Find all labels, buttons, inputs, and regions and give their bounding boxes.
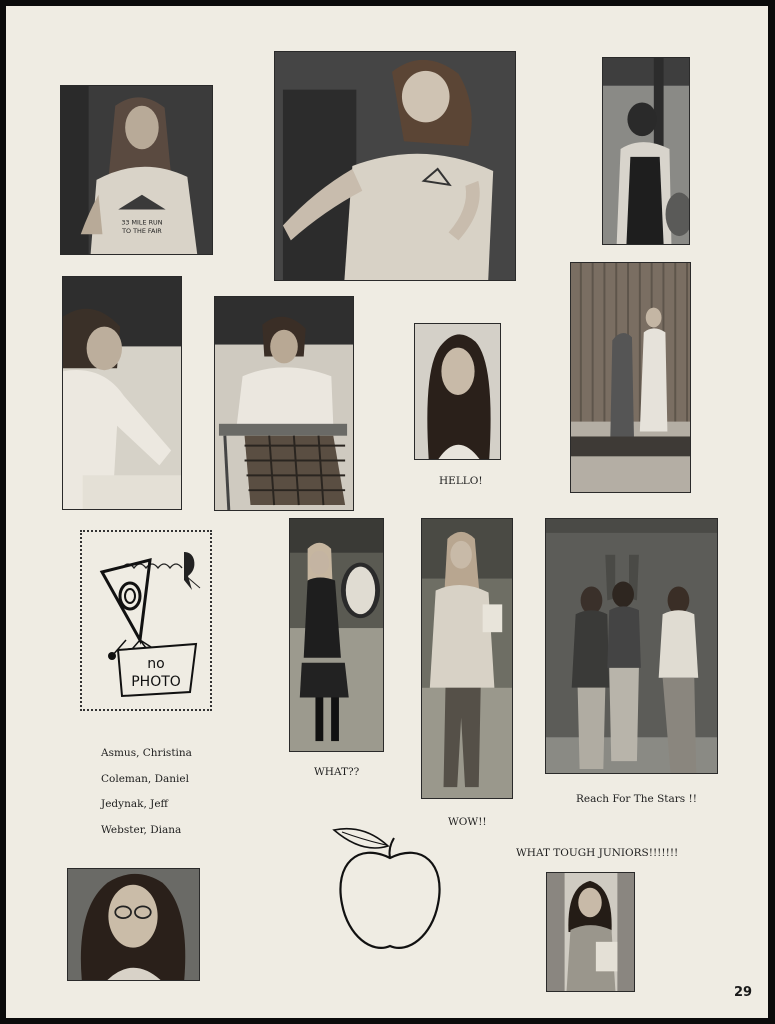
photo-dancing-girl (274, 51, 516, 281)
yearbook-page (6, 6, 768, 1018)
no-photo-text-line1: no (147, 656, 165, 672)
name-item: Webster, Diana (101, 823, 182, 836)
no-photo-placeholder (80, 530, 212, 711)
caption-what-tough-juniors: WHAT TOUGH JUNIORS!!!!!!! (516, 847, 679, 859)
photo-boy-chair (214, 296, 354, 511)
photo-girl-books (421, 518, 513, 799)
page-number: 29 (734, 985, 753, 1000)
photo-girl-glasses (67, 868, 200, 981)
photo-overalls (602, 57, 690, 245)
name-item: Asmus, Christina (101, 747, 192, 759)
name-item: Jedynak, Jeff (101, 798, 169, 810)
apple-drawing (328, 824, 452, 958)
shirt-text-line2: TO THE FAIR (122, 227, 162, 236)
caption-hello: HELLO! (439, 475, 483, 487)
names-list (101, 747, 192, 849)
caption-wow: WOW!! (448, 816, 487, 828)
shirt-text-line1: 33 MILE RUN (121, 218, 163, 227)
photo-boy-at-desk (62, 276, 182, 510)
photo-reach-stars (545, 518, 718, 774)
photo-small-girl (546, 872, 635, 992)
photo-portrait-girl (414, 323, 501, 460)
no-photo-text-line2: PHOTO (131, 674, 181, 690)
photo-wood-wall (570, 262, 691, 493)
caption-what: WHAT?? (314, 766, 360, 778)
caption-reach-for-the-stars: Reach For The Stars !! (576, 793, 697, 805)
photo-girl-tshirt (60, 85, 213, 255)
photo-drummer (289, 518, 384, 752)
name-item: Coleman, Daniel (101, 772, 189, 785)
